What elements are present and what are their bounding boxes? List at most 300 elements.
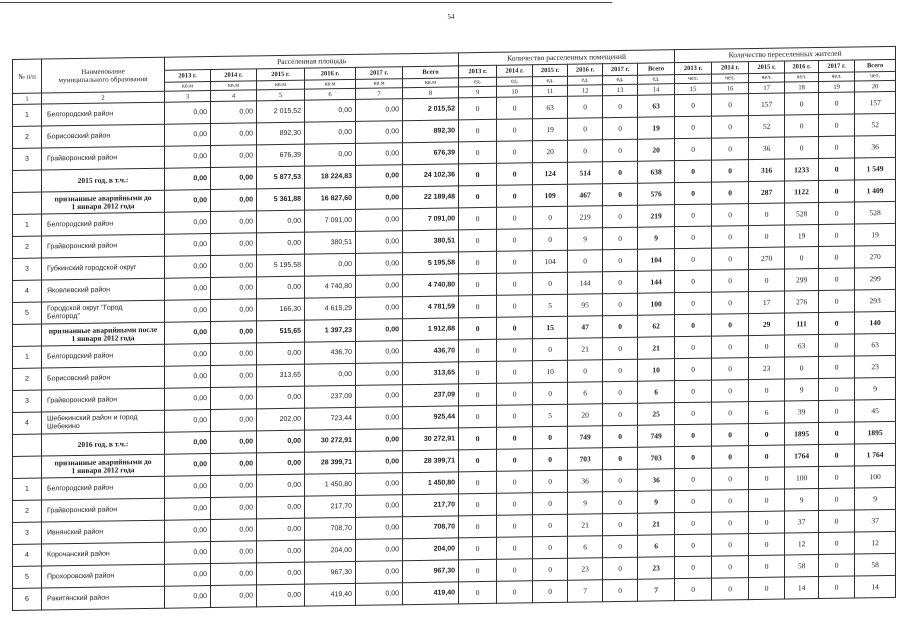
residents-count-cell: 0 [749,555,785,578]
area-value-cell: 313,65 [403,362,459,385]
residents-count-cell: 270 [749,247,785,270]
premises-count-cell: 0 [497,251,533,274]
residents-count-cell: 0 [712,446,749,469]
area-value-cell: 16 827,60 [305,187,356,210]
area-value-cell: 892,30 [403,120,459,143]
residents-count-cell: 0 [749,533,785,556]
row-number-cell: 6 [13,588,42,610]
residents-count-cell: 270 [855,245,896,268]
premises-count-cell: 0 [459,317,497,340]
municipality-name-cell: Борисовский район [42,366,165,390]
residents-count-cell: 287 [749,181,785,204]
area-value-cell: 380,51 [305,231,356,254]
area-value-cell: 0,00 [165,388,211,411]
area-value-cell: 0,00 [356,517,403,540]
premises-count-cell: 0 [459,405,497,428]
area-value-cell: 0,00 [211,343,257,366]
area-value-cell: 0,00 [211,365,257,388]
premises-count-cell: 0 [497,141,533,164]
residents-count-cell: 58 [855,553,896,576]
residents-count-cell: 37 [785,511,819,534]
area-value-cell: 0,00 [356,99,403,122]
residents-count-cell: 0 [819,422,855,445]
residents-count-cell: 9 [785,379,819,402]
header-column-number: 9 [459,86,497,98]
area-value-cell: 28 399,71 [403,450,459,473]
residents-count-cell: 0 [712,490,749,513]
premises-count-cell: 0 [603,227,638,250]
premises-count-cell: 0 [459,185,497,208]
header-year-cell: 2013 г. [459,65,497,78]
premises-count-cell: 0 [497,559,533,582]
area-value-cell: 0,00 [165,124,211,147]
area-value-cell: 5 877,53 [257,166,305,189]
area-value-cell: 0,00 [356,385,403,408]
header-unit-cell: чел. [749,73,785,83]
residents-count-cell: 299 [855,267,896,290]
residents-count-cell: 0 [749,269,785,292]
area-value-cell: 0,00 [356,561,403,584]
premises-count-cell: 0 [603,293,638,316]
premises-count-cell: 0 [603,271,638,294]
premises-count-cell: 467 [568,184,603,207]
area-value-cell: 0,00 [356,209,403,232]
header-column-number: 18 [785,82,819,94]
header-unit-cell: кв.м [356,79,403,89]
premises-count-cell: 219 [638,205,675,228]
municipality-name-cell: признанные аварийными до 1 января 2012 года [42,454,165,478]
residents-count-cell: 0 [819,510,855,533]
premises-count-cell: 0 [459,427,497,450]
header-unit-cell: кв.м [403,78,459,88]
premises-count-cell: 0 [459,207,497,230]
area-value-cell: 0,00 [165,344,211,367]
premises-count-cell: 63 [638,95,675,118]
area-value-cell: 0,00 [165,564,211,587]
row-number-cell: 1 [13,346,42,368]
area-value-cell: 0,00 [211,277,257,300]
premises-count-cell: 0 [533,536,568,559]
residents-count-cell: 0 [712,314,749,337]
header-unit-cell: ед. [568,76,603,86]
area-value-cell: 0,00 [356,583,403,606]
residents-count-cell: 1 409 [855,179,896,202]
row-number-cell: 2 [13,126,42,148]
residents-count-cell: 1895 [785,423,819,446]
premises-count-cell: 15 [533,316,568,339]
row-number-cell [13,170,42,192]
premises-count-cell: 0 [497,97,533,120]
area-value-cell: 1 450,80 [305,473,356,496]
municipality-name-cell: Шебекинский район и город Шебекино [42,410,165,434]
row-number-cell: 1 [13,214,42,236]
area-value-cell: 0,00 [305,99,356,122]
municipality-name-cell: Яковлевский район [42,278,165,302]
premises-count-cell: 23 [568,558,603,581]
residents-count-cell: 12 [785,533,819,556]
area-value-cell: 204,00 [305,539,356,562]
residents-count-cell: 0 [675,512,712,535]
area-value-cell: 2 015,52 [257,100,305,123]
area-value-cell: 0,00 [211,431,257,454]
residents-count-cell: 0 [712,182,749,205]
area-value-cell: 708,70 [305,517,356,540]
premises-count-cell: 0 [533,448,568,471]
row-number-cell: 3 [13,148,42,170]
area-value-cell: 7 091,00 [403,208,459,231]
premises-count-cell: 0 [459,97,497,120]
municipality-name-cell: Белгородский район [42,212,165,236]
header-column-number: 10 [497,86,533,98]
residents-count-cell: 0 [712,468,749,491]
area-value-cell: 0,00 [305,121,356,144]
premises-count-cell: 0 [603,337,638,360]
row-number-cell: 3 [13,522,42,544]
premises-count-cell: 514 [568,162,603,185]
residents-count-cell: 0 [712,402,749,425]
premises-count-cell: 0 [603,403,638,426]
area-value-cell: 202,00 [257,408,305,431]
residents-count-cell: 0 [712,358,749,381]
residents-count-cell: 0 [675,94,712,117]
area-value-cell: 708,70 [403,516,459,539]
residents-count-cell: 0 [712,578,749,601]
area-value-cell: 4 740,80 [403,274,459,297]
premises-count-cell: 0 [459,471,497,494]
area-value-cell: 0,00 [356,429,403,452]
area-value-cell: 0,00 [356,253,403,276]
row-number-cell: 2 [13,500,42,522]
premises-count-cell: 0 [497,185,533,208]
area-value-cell: 0,00 [356,121,403,144]
header-unit-cell: чел. [712,74,749,84]
area-value-cell: 0,00 [211,211,257,234]
area-value-cell: 419,40 [305,583,356,606]
area-value-cell: 0,00 [257,232,305,255]
row-number-cell: 5 [13,566,42,588]
municipality-name-cell: Губкинский городской округ [42,256,165,280]
residents-count-cell: 0 [749,577,785,600]
header-unit-cell: чел. [785,73,819,83]
premises-count-cell: 100 [638,293,675,316]
residents-count-cell: 0 [819,268,855,291]
municipality-name-cell: 2016 год, в т.ч.: [42,432,165,456]
header-year-cell: 2016 г. [568,64,603,77]
residents-count-cell: 276 [785,291,819,314]
premises-count-cell: 104 [638,249,675,272]
residents-count-cell: 0 [675,204,712,227]
area-value-cell: 0,00 [165,520,211,543]
residents-count-cell: 0 [819,224,855,247]
residents-count-cell: 0 [749,335,785,358]
premises-count-cell: 0 [497,207,533,230]
residents-count-cell: 0 [819,334,855,357]
premises-count-cell: 6 [638,535,675,558]
residents-count-cell: 23 [855,355,896,378]
header-unit-cell: чел. [675,74,712,84]
premises-count-cell: 20 [568,404,603,427]
premises-count-cell: 0 [497,449,533,472]
row-number-cell: 3 [13,390,42,412]
premises-count-cell: 95 [568,294,603,317]
area-value-cell: 2 015,52 [403,98,459,121]
premises-count-cell: 0 [497,317,533,340]
residents-count-cell: 0 [749,489,785,512]
header-year-cell: 2013 г. [165,70,211,83]
residents-count-cell: 0 [675,424,712,447]
area-value-cell: 967,30 [305,561,356,584]
residents-count-cell: 29 [749,313,785,336]
residents-count-cell: 63 [785,335,819,358]
area-value-cell: 0,00 [165,146,211,169]
residents-count-cell: 0 [819,356,855,379]
area-value-cell: 0,00 [257,584,305,607]
area-value-cell: 0,00 [356,187,403,210]
area-value-cell: 0,00 [356,539,403,562]
area-value-cell: 676,39 [403,142,459,165]
area-value-cell: 0,00 [257,496,305,519]
premises-count-cell: 20 [533,140,568,163]
area-value-cell: 204,00 [403,538,459,561]
premises-count-cell: 19 [638,117,675,140]
premises-count-cell: 0 [603,205,638,228]
area-value-cell: 1 912,88 [403,318,459,341]
area-value-cell: 723,44 [305,407,356,430]
area-value-cell: 5 195,58 [257,254,305,277]
residents-count-cell: 0 [819,400,855,423]
header-column-number: 13 [603,84,638,96]
area-value-cell: 0,00 [165,256,211,279]
municipality-name-cell: Ивнянский район [42,520,165,544]
residents-count-cell: 0 [675,358,712,381]
premises-count-cell: 0 [533,272,568,295]
row-number-cell: 4 [13,412,42,434]
area-value-cell: 0,00 [257,562,305,585]
area-value-cell: 0,00 [211,387,257,410]
resettlement-table [12,46,896,611]
residents-count-cell: 58 [785,555,819,578]
premises-count-cell: 0 [533,470,568,493]
header-year-cell: 2017 г. [819,60,855,73]
area-value-cell: 0,00 [257,518,305,541]
area-value-cell: 0,00 [305,143,356,166]
premises-count-cell: 0 [533,382,568,405]
premises-count-cell: 0 [533,338,568,361]
premises-count-cell: 0 [459,383,497,406]
premises-count-cell: 0 [459,119,497,142]
premises-count-cell: 144 [568,272,603,295]
residents-count-cell: 0 [712,270,749,293]
premises-count-cell: 0 [497,383,533,406]
premises-count-cell: 0 [603,139,638,162]
residents-count-cell: 0 [712,380,749,403]
header-group-resettled-premises: Количество расселенных помещений [459,50,675,66]
residents-count-cell: 36 [749,137,785,160]
premises-count-cell: 5 [533,404,568,427]
row-number-cell [13,434,42,456]
premises-count-cell: 0 [459,251,497,274]
area-value-cell: 217,70 [305,495,356,518]
premises-count-cell: 0 [533,558,568,581]
municipality-name-cell: Грайворонский район [42,234,165,258]
premises-count-cell: 0 [533,492,568,515]
header-year-cell: 2014 г. [497,65,533,78]
area-value-cell: 237,09 [403,384,459,407]
premises-count-cell: 0 [459,229,497,252]
area-value-cell: 0,00 [211,475,257,498]
area-value-cell: 0,00 [211,189,257,212]
scan-edge-line [0,2,612,3]
municipality-name-cell: 2015 год, в т.ч.: [42,168,165,192]
municipality-name-cell: Корочанский район [42,542,165,566]
premises-count-cell: 0 [459,273,497,296]
area-value-cell: 5 361,88 [257,188,305,211]
header-group-relocated-residents: Количество переселенных жителей [675,46,896,62]
header-column-number: 17 [749,82,785,94]
area-value-cell: 4 781,59 [403,296,459,319]
area-value-cell: 0,00 [211,145,257,168]
area-value-cell: 0,00 [165,190,211,213]
premises-count-cell: 0 [533,580,568,603]
municipality-name-cell: Борисовский район [42,124,165,148]
residents-count-cell: 0 [819,290,855,313]
header-unit-cell: чел. [855,71,896,81]
residents-count-cell: 528 [855,201,896,224]
premises-count-cell: 0 [497,405,533,428]
area-value-cell: 436,70 [403,340,459,363]
area-value-cell: 0,00 [356,231,403,254]
area-value-cell: 676,39 [257,144,305,167]
municipality-name-cell: признанные аварийными до 1 января 2012 года [42,190,165,214]
area-value-cell: 0,00 [211,453,257,476]
area-value-cell: 0,00 [257,474,305,497]
municipality-name-cell: Ракитянский район [42,586,165,610]
premises-count-cell: 144 [638,271,675,294]
header-unit-cell: ед. [497,77,533,87]
residents-count-cell: 299 [785,269,819,292]
area-value-cell: 0,00 [356,165,403,188]
residents-count-cell: 0 [819,114,855,137]
residents-count-cell: 6 [749,401,785,424]
area-value-cell: 0,00 [165,454,211,477]
area-value-cell: 0,00 [211,167,257,190]
header-year-cell: Всего [638,63,675,76]
area-value-cell: 30 272,91 [403,428,459,451]
residents-count-cell: 0 [675,160,712,183]
premises-count-cell: 0 [603,161,638,184]
area-value-cell: 0,00 [211,101,257,124]
residents-count-cell: 37 [855,509,896,532]
residents-count-cell: 1764 [785,445,819,468]
residents-count-cell: 0 [712,94,749,117]
premises-count-cell: 0 [497,339,533,362]
residents-count-cell: 52 [749,115,785,138]
area-value-cell: 22 189,48 [403,186,459,209]
residents-count-cell: 0 [819,136,855,159]
residents-count-cell: 23 [749,357,785,380]
premises-count-cell: 0 [459,295,497,318]
premises-count-cell: 0 [497,119,533,142]
premises-count-cell: 0 [459,141,497,164]
residents-count-cell: 0 [675,468,712,491]
residents-count-cell: 0 [819,158,855,181]
header-year-cell: 2014 г. [712,62,749,75]
premises-count-cell: 0 [459,163,497,186]
residents-count-cell: 45 [855,399,896,422]
premises-count-cell: 7 [568,580,603,603]
residents-count-cell: 0 [675,380,712,403]
premises-count-cell: 0 [459,581,497,604]
premises-count-cell: 21 [638,513,675,536]
residents-count-cell: 0 [819,488,855,511]
residents-count-cell: 0 [819,466,855,489]
residents-count-cell: 0 [675,116,712,139]
premises-count-cell: 0 [568,118,603,141]
residents-count-cell: 0 [819,312,855,335]
premises-count-cell: 7 [638,579,675,602]
residents-count-cell: 14 [855,575,896,598]
header-year-cell: 2015 г. [533,64,568,77]
premises-count-cell: 0 [459,493,497,516]
row-number-cell: 4 [13,544,42,566]
premises-count-cell: 36 [568,470,603,493]
residents-count-cell: 1233 [785,159,819,182]
premises-count-cell: 749 [568,426,603,449]
premises-count-cell: 0 [497,493,533,516]
residents-count-cell: 1 549 [855,157,896,180]
premises-count-cell: 0 [497,361,533,384]
residents-count-cell: 0 [819,532,855,555]
area-value-cell: 237,09 [305,385,356,408]
area-value-cell: 0,00 [211,519,257,542]
row-number-cell: 4 [13,280,42,302]
area-value-cell: 4 615,29 [305,297,356,320]
residents-count-cell: 0 [712,336,749,359]
premises-count-cell: 47 [568,316,603,339]
area-value-cell: 4 740,80 [305,275,356,298]
area-value-cell: 313,65 [257,364,305,387]
residents-count-cell: 0 [749,511,785,534]
premises-count-cell: 0 [533,514,568,537]
premises-count-cell: 0 [568,96,603,119]
municipality-name-cell: Грайворонский район [42,146,165,170]
premises-count-cell: 10 [638,359,675,382]
residents-count-cell: 100 [855,465,896,488]
premises-count-cell: 0 [497,427,533,450]
residents-count-cell: 9 [855,487,896,510]
area-value-cell: 217,70 [403,494,459,517]
area-value-cell: 0,00 [165,234,211,257]
header-column-number: 12 [568,85,603,97]
residents-count-cell: 0 [785,137,819,160]
residents-count-cell: 293 [855,289,896,312]
premises-count-cell: 6 [568,382,603,405]
residents-count-cell: 0 [712,226,749,249]
premises-count-cell: 576 [638,183,675,206]
residents-count-cell: 0 [712,248,749,271]
premises-count-cell: 0 [603,447,638,470]
residents-count-cell: 0 [675,402,712,425]
area-value-cell: 0,00 [356,407,403,430]
residents-count-cell: 12 [855,531,896,554]
premises-count-cell: 124 [533,162,568,185]
header-year-cell: 2017 г. [603,63,638,76]
residents-count-cell: 17 [749,291,785,314]
area-value-cell: 0,00 [165,366,211,389]
premises-count-cell: 20 [638,139,675,162]
header-unit-cell: кв.м [165,82,211,92]
header-unit-cell: кв.м [211,81,257,91]
